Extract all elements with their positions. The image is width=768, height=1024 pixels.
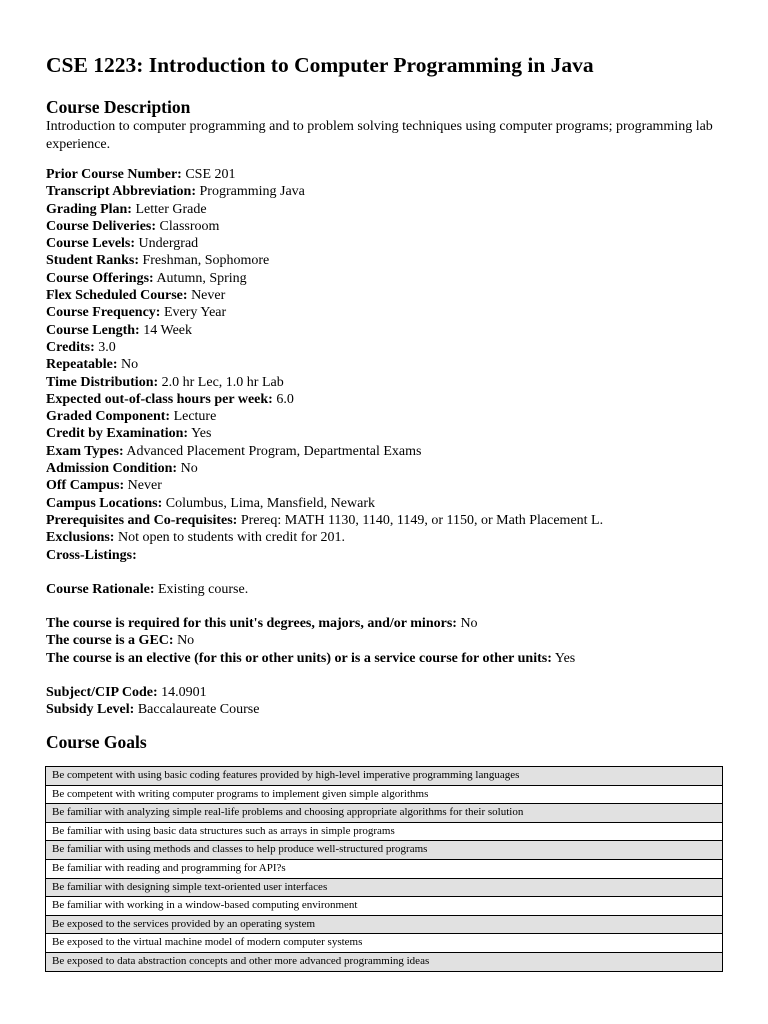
field-label: Prerequisites and Co-requisites: bbox=[46, 512, 238, 528]
table-row bbox=[46, 785, 723, 804]
field-value: No bbox=[177, 633, 195, 649]
field-row bbox=[46, 374, 736, 391]
field-label: Course Frequency: bbox=[46, 305, 161, 321]
spacer bbox=[46, 564, 736, 581]
table-row bbox=[46, 859, 723, 878]
goal-cell: Be familiar with reading and programming for API?s bbox=[46, 859, 723, 878]
field-value: Advanced Placement Program, Departmental Exams bbox=[126, 443, 422, 459]
field-value: Programming Java bbox=[199, 184, 305, 200]
field-label: Course Offerings: bbox=[46, 270, 154, 286]
field-row bbox=[46, 443, 736, 460]
page-title: CSE 1223: Introduction to Computer Programming in Java bbox=[46, 53, 594, 77]
field-list bbox=[46, 166, 736, 564]
field-row bbox=[46, 684, 736, 701]
field-value: No bbox=[180, 461, 198, 477]
field-value: Lecture bbox=[173, 409, 217, 425]
field-label: Transcript Abbreviation: bbox=[46, 184, 196, 200]
field-row bbox=[46, 287, 736, 304]
field-value: No bbox=[121, 357, 139, 373]
field-value: 2.0 hr Lec, 1.0 hr Lab bbox=[161, 374, 284, 390]
field-label: Off Campus: bbox=[46, 478, 125, 494]
field-row bbox=[46, 529, 736, 546]
goal-cell: Be exposed to the services provided by an operating system bbox=[46, 915, 723, 934]
table-row bbox=[46, 822, 723, 841]
field-value: Baccalaureate Course bbox=[137, 702, 260, 718]
field-value: CSE 201 bbox=[185, 167, 236, 182]
field-value: 6.0 bbox=[276, 391, 294, 407]
field-row bbox=[46, 270, 736, 287]
goal-cell: Be familiar with using basic data structures such as arrays in simple programs bbox=[46, 822, 723, 841]
field-label: The course is required for this unit's degrees, majors, and/or minors: bbox=[46, 616, 457, 632]
field-label: The course is an elective (for this or other units) or is a service course for other units: bbox=[46, 650, 552, 666]
field-label: Credits: bbox=[46, 339, 95, 355]
field-row bbox=[46, 201, 736, 218]
field-value: Letter Grade bbox=[135, 201, 207, 217]
field-value: Prereq: MATH 1130, 1140, 1149, or 1150, or Math Placement L. bbox=[240, 512, 604, 528]
goal-cell: Be familiar with using methods and classes to help produce well-structured programs bbox=[46, 841, 723, 860]
field-value: 3.0 bbox=[98, 339, 116, 355]
table-row bbox=[46, 934, 723, 953]
field-label: Course Rationale: bbox=[46, 581, 155, 597]
table-row bbox=[46, 804, 723, 823]
field-label: Cross-Listings: bbox=[46, 547, 137, 563]
field-row bbox=[46, 356, 736, 373]
field-value: Yes bbox=[554, 650, 576, 666]
field-label: Course Length: bbox=[46, 322, 140, 338]
course-description-heading: Course Description bbox=[46, 97, 191, 117]
field-row bbox=[46, 547, 736, 564]
field-value: Never bbox=[127, 478, 162, 494]
field-label: Repeatable: bbox=[46, 357, 118, 373]
goal-cell: Be exposed to data abstraction concepts and other more advanced programming ideas bbox=[46, 952, 723, 971]
goal-cell: Be familiar with working in a window-based computing environment bbox=[46, 897, 723, 916]
field-row bbox=[46, 615, 736, 632]
field-label: Subject/CIP Code: bbox=[46, 685, 158, 701]
field-row bbox=[46, 632, 736, 649]
goal-cell: Be familiar with analyzing simple real-life problems and choosing appropriate algorithms for their solution bbox=[46, 804, 723, 823]
table-row bbox=[46, 915, 723, 934]
course-goals-table bbox=[45, 766, 723, 972]
field-row bbox=[46, 460, 736, 477]
field-row bbox=[46, 166, 736, 183]
table-row bbox=[46, 878, 723, 897]
field-row bbox=[46, 339, 736, 356]
field-value: Columbus, Lima, Mansfield, Newark bbox=[165, 495, 375, 511]
table-row bbox=[46, 767, 723, 786]
field-label: Credit by Examination: bbox=[46, 426, 189, 442]
field-label: Graded Component: bbox=[46, 409, 171, 425]
field-row bbox=[46, 495, 736, 512]
field-row bbox=[46, 512, 736, 529]
field-value: 14 Week bbox=[143, 322, 193, 338]
course-goals-heading: Course Goals bbox=[46, 732, 147, 752]
field-value: Every Year bbox=[163, 305, 227, 321]
field-row bbox=[46, 650, 736, 667]
field-row bbox=[46, 425, 736, 442]
field-label: Campus Locations: bbox=[46, 495, 163, 511]
field-value: Never bbox=[191, 288, 226, 304]
field-value: 14.0901 bbox=[161, 685, 207, 701]
field-row bbox=[46, 183, 736, 200]
field-row bbox=[46, 701, 736, 718]
goal-cell: Be competent with writing computer programs to implement given simple algorithms bbox=[46, 785, 723, 804]
table-row bbox=[46, 952, 723, 971]
field-label: Time Distribution: bbox=[46, 374, 159, 390]
field-row bbox=[46, 235, 736, 252]
goal-cell: Be exposed to the virtual machine model of modern computer systems bbox=[46, 934, 723, 953]
field-row bbox=[46, 477, 736, 494]
field-row bbox=[46, 218, 736, 235]
spacer bbox=[46, 667, 736, 684]
field-row-rationale bbox=[46, 581, 736, 598]
field-value: Not open to students with credit for 201. bbox=[117, 530, 346, 546]
cip-field-list bbox=[46, 684, 736, 719]
field-value: Yes bbox=[191, 426, 212, 442]
field-row bbox=[46, 391, 736, 408]
spacer bbox=[46, 598, 736, 615]
table-row bbox=[46, 897, 723, 916]
course-description-text: Introduction to computer programming and to problem solving techniques using computer programs; programming lab experience. bbox=[46, 119, 713, 152]
field-value: Classroom bbox=[159, 218, 220, 234]
field-row bbox=[46, 322, 736, 339]
field-label: Admission Condition: bbox=[46, 461, 178, 477]
field-label: Flex Scheduled Course: bbox=[46, 288, 188, 304]
field-row bbox=[46, 304, 736, 321]
field-value: No bbox=[460, 616, 478, 632]
field-label: Course Levels: bbox=[46, 236, 136, 252]
field-value: Existing course. bbox=[158, 581, 249, 597]
field-value: Freshman, Sophomore bbox=[142, 253, 270, 269]
goal-cell: Be familiar with designing simple text-oriented user interfaces bbox=[46, 878, 723, 897]
field-label: Exclusions: bbox=[46, 530, 115, 546]
field-label: Student Ranks: bbox=[46, 253, 139, 269]
field-label: Prior Course Number: bbox=[46, 167, 182, 182]
field-label: The course is a GEC: bbox=[46, 633, 174, 649]
field-value: Autumn, Spring bbox=[156, 270, 247, 286]
unit-field-list bbox=[46, 615, 736, 667]
goal-cell: Be competent with using basic coding features provided by high-level imperative programming languages bbox=[46, 767, 723, 786]
table-row bbox=[46, 841, 723, 860]
field-label: Expected out-of-class hours per week: bbox=[46, 391, 273, 407]
course-fields bbox=[46, 166, 736, 719]
field-row bbox=[46, 408, 736, 425]
field-value: Undergrad bbox=[138, 236, 199, 252]
field-label: Grading Plan: bbox=[46, 201, 132, 217]
field-row bbox=[46, 252, 736, 269]
field-label: Subsidy Level: bbox=[46, 702, 135, 718]
field-label: Course Deliveries: bbox=[46, 218, 157, 234]
field-label: Exam Types: bbox=[46, 443, 124, 459]
